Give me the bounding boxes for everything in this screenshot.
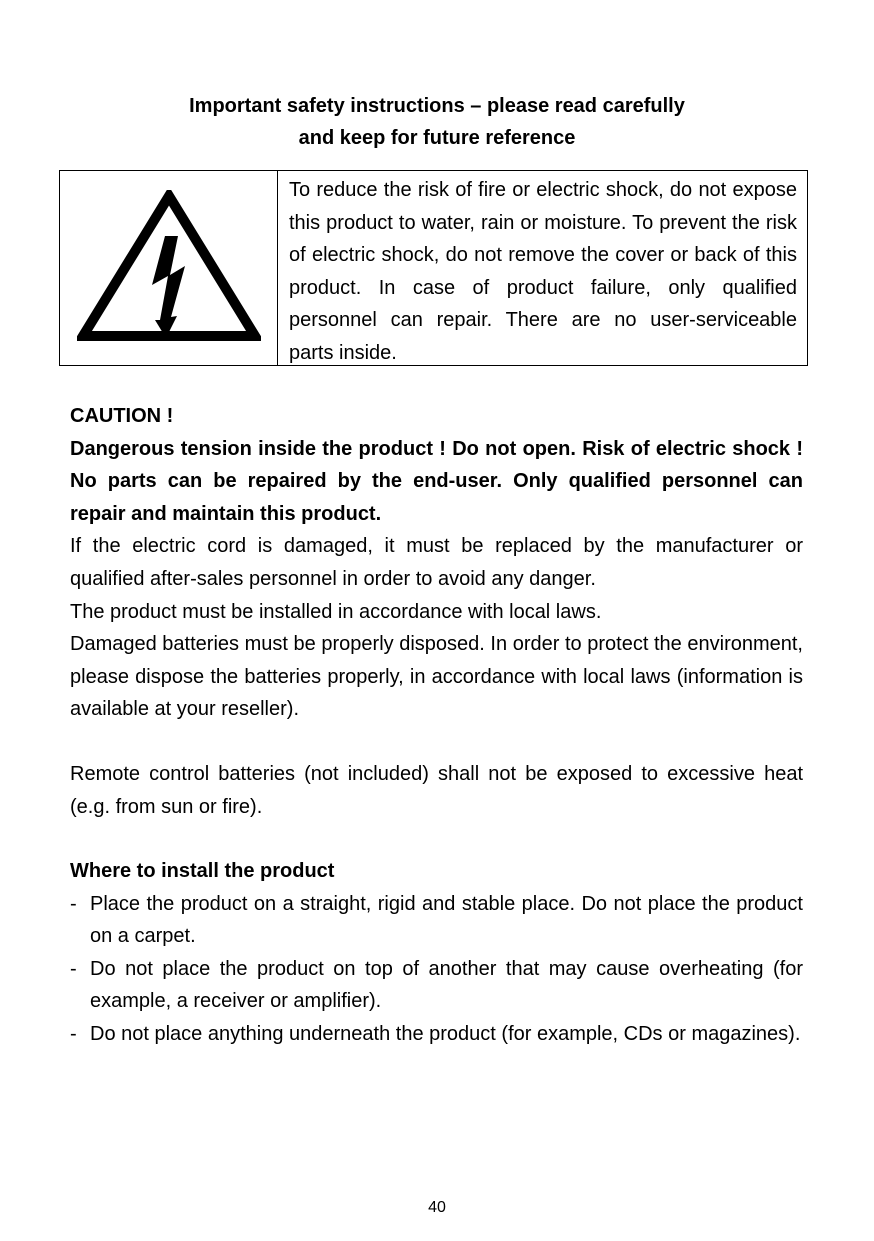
dash-bullet: - bbox=[70, 1022, 77, 1045]
warning-text: To reduce the risk of fire or electric shock, do not expose this product to water, rain or moisture. To prevent the risk of electric shock, do not remove the cover or back of this product. In case of product failure, only qualified personnel can repair. There are no user-serviceable parts inside. bbox=[289, 179, 797, 364]
page-title-line-1: Important safety instructions – please read carefully bbox=[189, 95, 685, 117]
cord-paragraph: If the electric cord is damaged, it must be replaced by the manufacturer or qualified after-sales personnel in order to avoid any danger. bbox=[70, 535, 803, 590]
warning-icon-cell bbox=[60, 171, 278, 365]
electric-shock-warning-icon bbox=[77, 190, 261, 346]
dash-bullet: - bbox=[70, 892, 77, 915]
caution-section bbox=[70, 400, 803, 726]
list-item-text: Do not place anything underneath the product (for example, CDs or magazines). bbox=[90, 1022, 801, 1045]
laws-paragraph: The product must be installed in accordance with local laws. bbox=[70, 600, 602, 623]
list-item bbox=[70, 953, 803, 1018]
list-item bbox=[70, 888, 803, 953]
remote-paragraph: Remote control batteries (not included) shall not be exposed to excessive heat (e.g. from sun or fire). bbox=[70, 763, 803, 818]
batteries-paragraph: Damaged batteries must be properly disposed. In order to protect the environment, please dispose the batteries properly, in accordance with local laws (information is available at your reseller). bbox=[70, 633, 803, 721]
install-list bbox=[70, 888, 803, 1051]
caution-heading: CAUTION ! bbox=[70, 405, 174, 427]
warning-box bbox=[59, 170, 808, 366]
page-title-line-2: and keep for future reference bbox=[298, 127, 576, 149]
list-item-text: Place the product on a straight, rigid and stable place. Do not place the product on a carpet. bbox=[90, 892, 803, 948]
list-item bbox=[70, 1018, 803, 1051]
page-number: 40 bbox=[428, 1199, 446, 1216]
install-heading: Where to install the product bbox=[70, 860, 335, 882]
remote-section bbox=[70, 758, 803, 823]
install-section bbox=[70, 855, 803, 1051]
caution-bold-text: Dangerous tension inside the product ! Do not open. Risk of electric shock ! No parts can be repaired by the end-user. Only qualified personnel can repair and maintain this product. bbox=[70, 437, 803, 525]
list-item-text: Do not place the product on top of another that may cause overheating (for example, a receiver or amplifier). bbox=[90, 957, 803, 1013]
dash-bullet: - bbox=[70, 957, 77, 980]
